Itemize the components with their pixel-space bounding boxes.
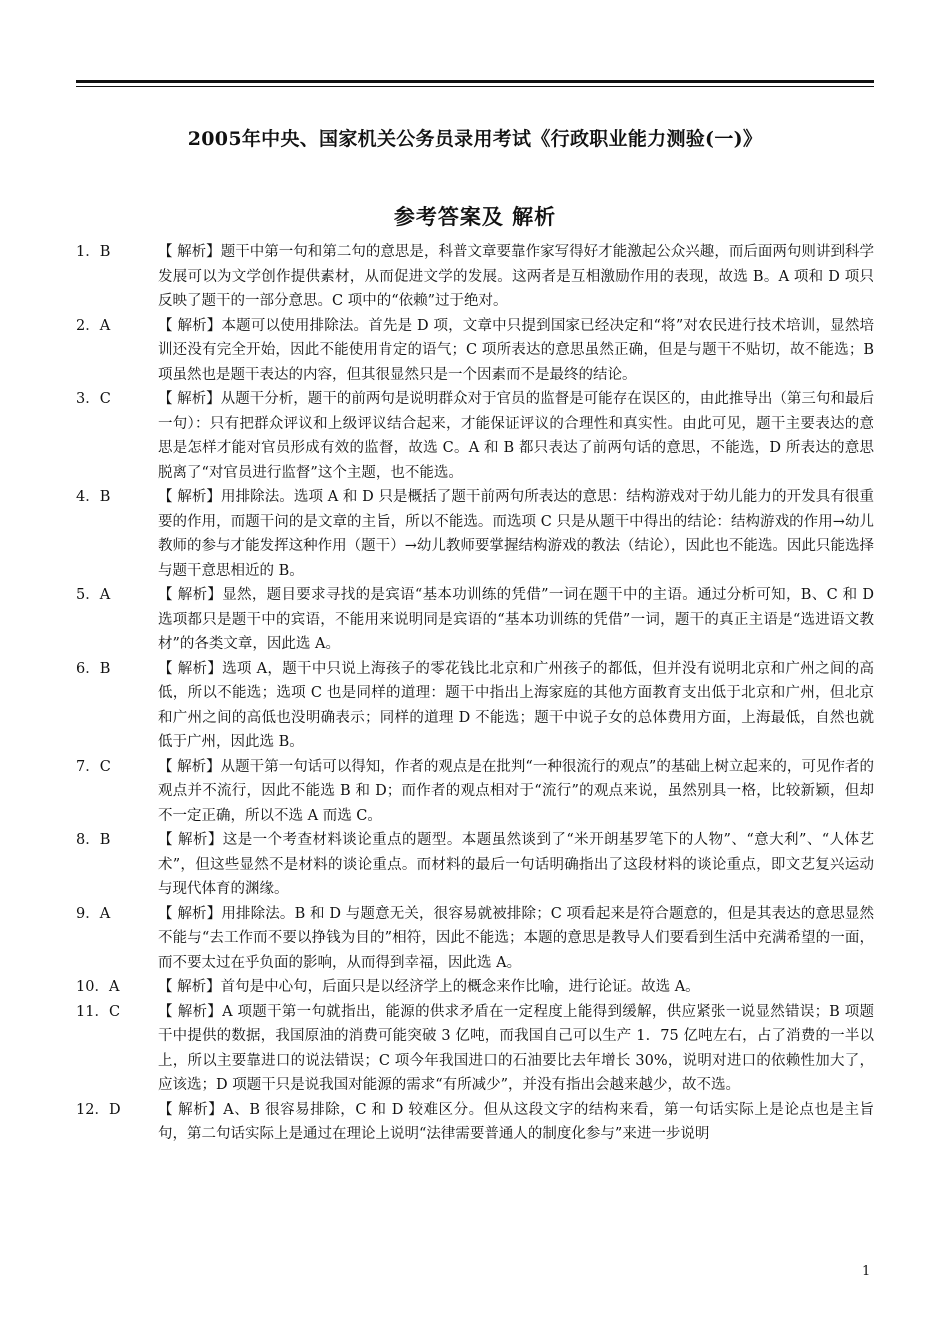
answer-item <box>76 485 876 583</box>
answer-item <box>76 240 876 314</box>
answer-item <box>76 902 876 976</box>
answer-label: 4．B <box>76 489 111 505</box>
answer-item <box>76 975 876 1000</box>
section-title: 参考答案及 解析 <box>393 205 557 229</box>
answer-explanation: 【 解析】题干中第一句和第二句的意思是，科普文章要靠作家写得好才能激起公众兴趣，而后面两句则讲到科学发展可以为文学创作提供素材，从而促进文学的发展。这两者是互相激励作用的表现，故选 B。A 项和 D 项只反映了题干的一部分意思。C 项中的“依赖”过于绝对。 <box>158 244 874 309</box>
answer-explanation: 【 解析】选项 A，题干中只说上海孩子的零花钱比北京和广州孩子的都低，但并没有说明北京和广州之间的高低，所以不能选；选项 C 也是同样的道理：题干中指出上海家庭的其他方面教育支出低于北京和广州，但北京和广州之间的高低也没明确表示；同样的道理 D 不能选；题干中说子女的总体费用方面，上海最低，自然也就低于广州，因此选 B。 <box>158 660 874 750</box>
header-rule-thin <box>76 86 874 87</box>
answer-list <box>76 240 876 1147</box>
answer-explanation: 【 解析】这是一个考查材料谈论重点的题型。本题虽然谈到了“米开朗基罗笔下的人物”、“意大利”、“人体艺术”，但这些显然不是材料的谈论重点。而材料的最后一句话明确指出了这段材料的谈论重点，即文艺复兴运动与现代体育的渊缘。 <box>158 832 874 897</box>
answer-label: 3．C <box>76 391 111 407</box>
answer-label: 11．C <box>76 1003 121 1020</box>
answer-label: 6．B <box>76 660 111 677</box>
answer-item <box>76 755 876 829</box>
answer-label: 7．C <box>76 758 111 775</box>
answer-label: 1．B <box>76 244 111 260</box>
answer-label: 8．B <box>76 832 111 848</box>
answer-explanation: 【 解析】首句是中心句，后面只是以经济学上的概念来作比喻，进行论证。故选 A。 <box>158 979 700 995</box>
answer-explanation: 【 解析】从题干第一句话可以得知，作者的观点是在批判“一种很流行的观点”的基础上树立起来的，可见作者的观点并不流行，因此不能选 B 和 D；而作者的观点相对于“流行”的观点来说，虽然别具一格，比较新颖，但却不一定正确，所以不选 A 而选 C。 <box>158 758 874 824</box>
answer-explanation: 【 解析】从题干分析，题干的前两句是说明群众对于官员的监督是可能存在误区的，由此推导出（第三句和最后一句）：只有把群众评议和上级评议结合起来，才能保证评议的合理性和真实性。由此可见，题干主要表达的意思是怎样才能对官员形成有效的监督，故选 C。A 和 B 都只表达了前两句话的意思，不能选，D 所表达的意思脱离了“对官员进行监督”这个主题，也不能选。 <box>158 391 874 481</box>
answer-item <box>76 1098 876 1147</box>
answer-label: 2．A <box>76 317 111 334</box>
answer-explanation: 【 解析】A 项题干第一句就指出，能源的供求矛盾在一定程度上能得到缓解，供应紧张一说显然错误；B 项题干中提供的数据，我国原油的消费可能突破 3 亿吨，而我国自己可以生产 1．75 亿吨左右，占了消费的一半以上，所以主要靠进口的说法错误；C 项今年我国进口的石油要比去年增长 30%，说明对进口的依赖性加大了，应该选；D 项题干只是说我国对能源的需求“有所减少”，并没有指出会越来越少，故不选。 <box>158 1003 874 1093</box>
answer-item <box>76 314 876 388</box>
answer-explanation: 【 解析】显然，题目要求寻找的是宾语“基本功训练的凭借”一词在题干中的主语。通过分析可知，B、C 和 D 选项都只是题干中的宾语，不能用来说明同是宾语的“基本功训练的凭借”一词，题干的真正主语是“选进语文教材”的各类文章，因此选 A。 <box>158 587 874 652</box>
answer-explanation: 【 解析】A、B 很容易排除，C 和 D 较难区分。但从这段文字的结构来看，第一句话实际上是论点也是主旨句，第二句话实际上是通过在理论上说明“法律需要普通人的制度化参与”来进一步说明 <box>158 1101 874 1142</box>
answer-label: 5．A <box>76 587 111 603</box>
header-rule-thick <box>76 80 874 83</box>
answer-label: 12．D <box>76 1101 121 1118</box>
answer-item <box>76 828 876 902</box>
answer-explanation: 【 解析】用排除法。选项 A 和 D 只是概括了题干前两句所表达的意思：结构游戏对于幼儿能力的开发具有很重要的作用，而题干问的是文章的主旨，所以不能选。而选项 C 只是从题干中得出的结论：结构游戏的作用→幼儿教师的参与才能发挥这种作用（题干）→幼儿教师要掌握结构游戏的教法（结论），因此也不能选。因此只能选择与题干意思相近的 B。 <box>158 489 874 579</box>
answer-explanation: 【 解析】用排除法。B 和 D 与题意无关，很容易就被排除；C 项看起来是符合题意的，但是其表达的意思显然不能与“去工作而不要以挣钱为目的”相符，因此不能选；本题的意思是教导人们要看到生活中充满希望的一面，而不要太过在乎负面的影响，从而得到幸福，因此选 A。 <box>158 905 874 971</box>
answer-label: 9．A <box>76 905 111 922</box>
answer-explanation: 【 解析】本题可以使用排除法。首先是 D 项，文章中只提到国家已经决定和“将”对农民进行技术培训，显然培训还没有完全开始，因此不能使用肯定的语气；C 项所表达的意思虽然正确，但是与题干不贴切，故不能选；B 项虽然也是题干表达的内容，但其很显然只是一个因素而不是最终的结论。 <box>158 317 874 383</box>
answer-item <box>76 387 876 485</box>
document-title: 2005年中央、国家机关公务员录用考试《行政职业能力测验(一)》 <box>187 128 763 150</box>
answer-item <box>76 657 876 755</box>
page-number: 1 <box>862 1264 871 1279</box>
answer-item <box>76 583 876 657</box>
answer-label: 10．A <box>76 979 120 995</box>
answer-item <box>76 1000 876 1098</box>
